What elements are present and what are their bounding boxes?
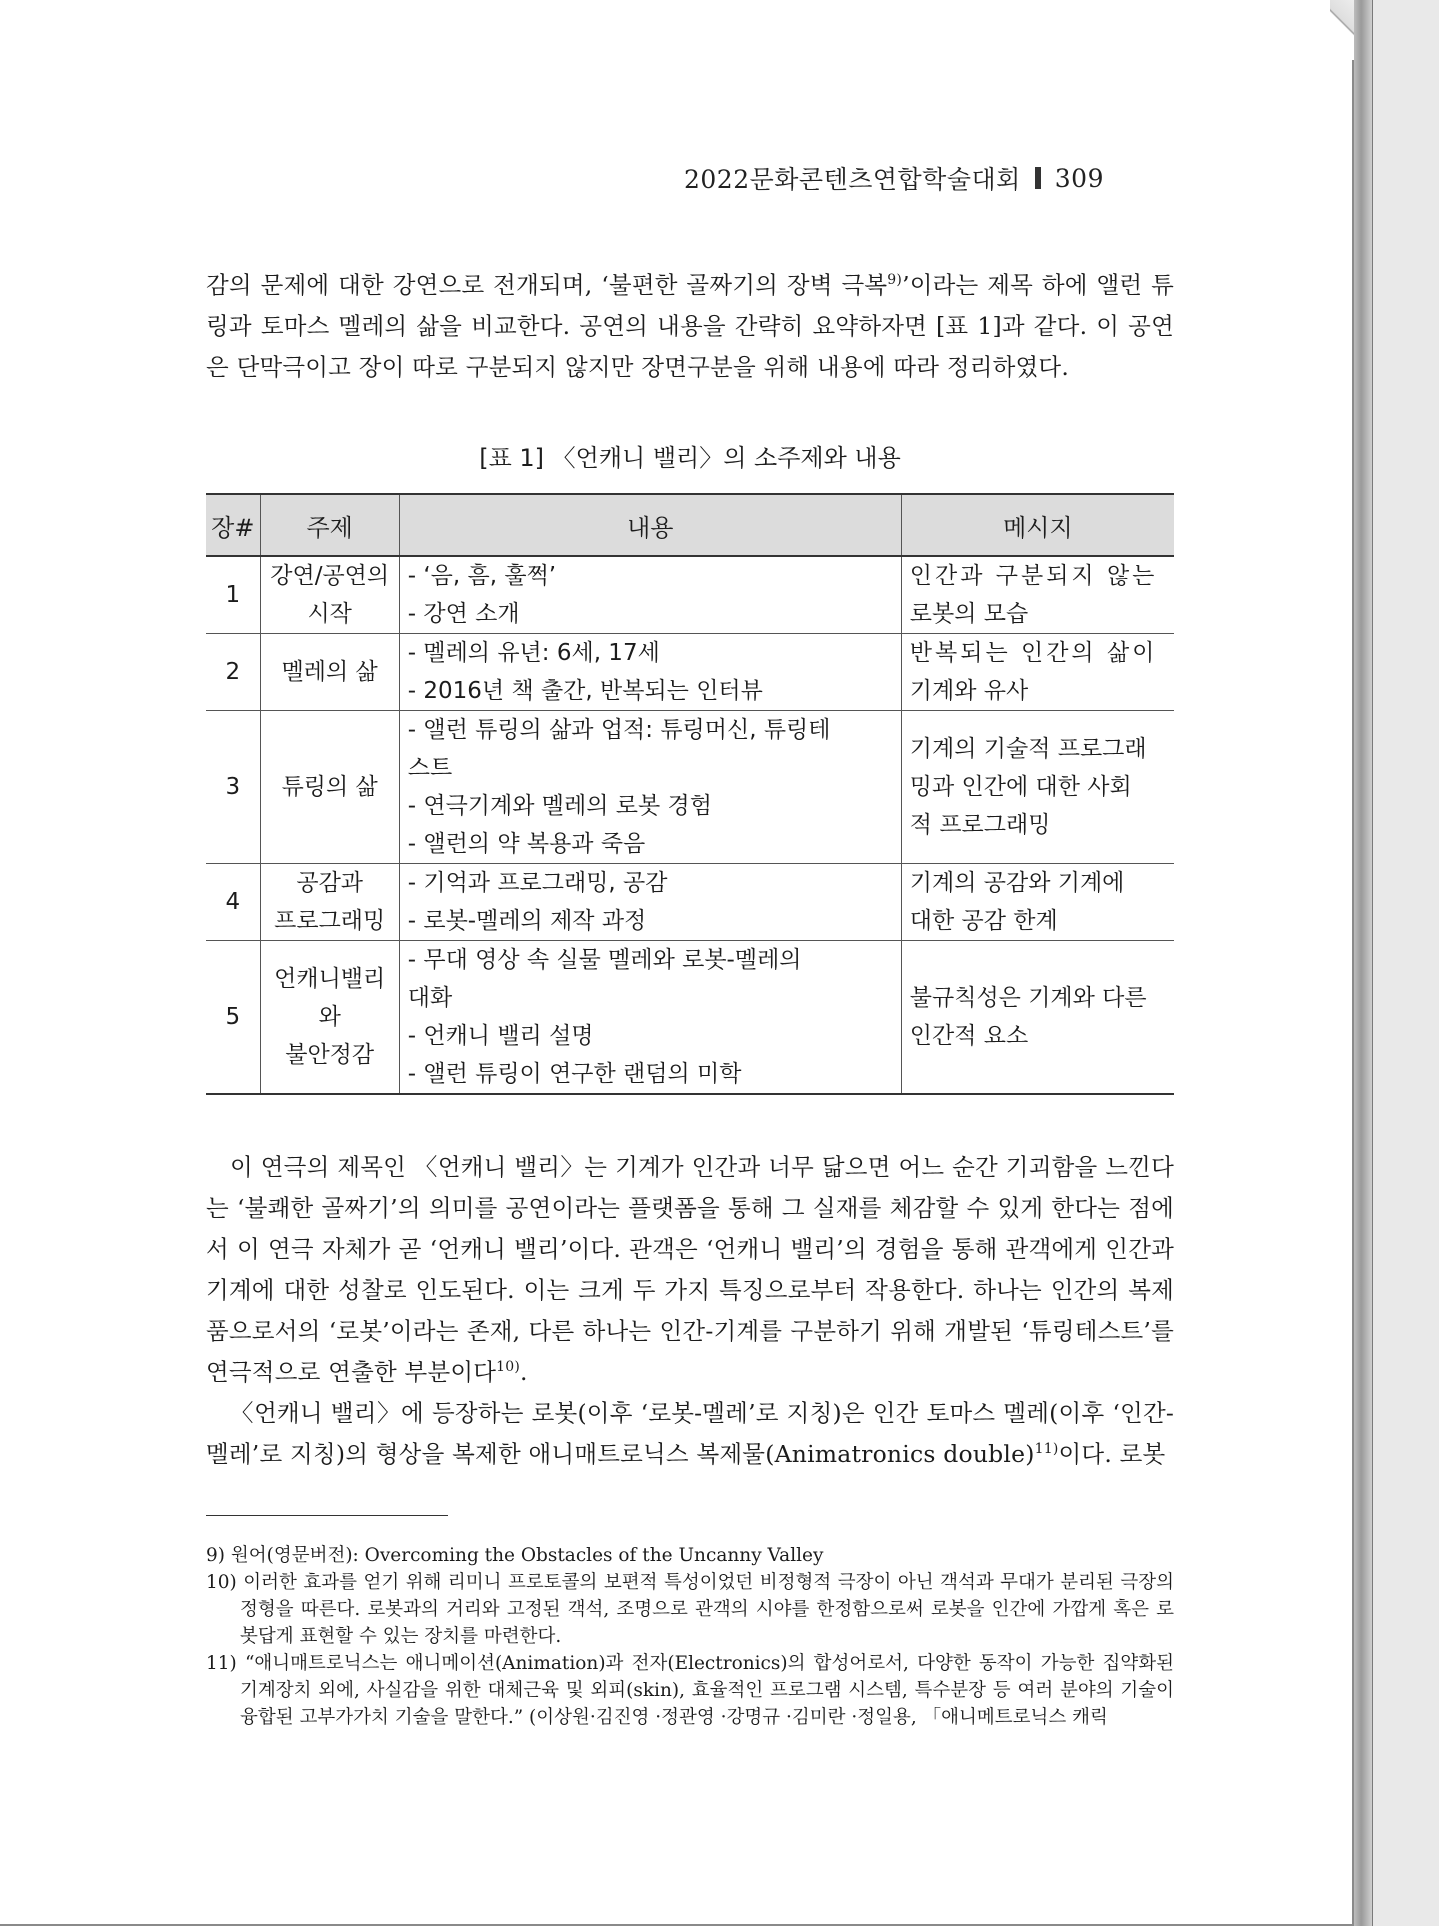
- content-line: - 앨런 튜링의 삶과 업적: 튜링머신, 튜링테: [407, 717, 831, 743]
- topic-line: 언캐니밸리: [274, 966, 386, 992]
- topic-line: 불안정감: [285, 1042, 375, 1068]
- header-scene: 장#: [206, 494, 260, 556]
- header-content: 내용: [399, 494, 901, 556]
- footnote-11: [206, 1650, 1174, 1731]
- body-paragraph-2: [206, 1147, 1174, 1393]
- body-section: [206, 1147, 1174, 1475]
- topic-line: 강연/공연의: [270, 563, 390, 589]
- scene-topic: [260, 711, 399, 864]
- footnote-text: “애니매트로닉스는 애니메이션(Animation)과 전자(Electronics)의 합성어로서, 다양한 동작이 가능한 집약화된 기계장치 외에, 사실감을 위한 대체근육 및 외피(skin), 효율적인 프로그램 시스템, 특수분장 등 여러 분야의 기술이 융합된 고부가가치 기술을 말한다.” (이상원·김진영 ·정관영 ·강명규 ·김미란 ·정일용, 「애니메트로닉스 캐릭: [240, 1653, 1174, 1728]
- table-row: [206, 941, 1174, 1095]
- footnote-9: [206, 1542, 1174, 1569]
- footnote-ref-11[interactable]: 11): [1034, 1441, 1059, 1458]
- message-line: 기계의 공감와 기계에: [909, 870, 1125, 896]
- footnote-10: [206, 1569, 1174, 1650]
- scene-topic: [260, 634, 399, 711]
- page-stack-edge: [1354, 0, 1373, 1926]
- journal-title: 2022문화콘텐츠연합학술대회: [684, 165, 1021, 194]
- message-line: 반복되는 인간의 삶이: [909, 640, 1158, 666]
- footnote-mark: 10): [206, 1572, 237, 1593]
- footnote-ref-9[interactable]: 9): [887, 272, 903, 289]
- scene-message: [901, 634, 1174, 711]
- table-caption: [표 1] 〈언캐니 밸리〉의 소주제와 내용: [479, 444, 901, 472]
- intro-text-2: ’이라는 제목 하에 앨런 튜링과 토마스 멜레의 삶을 비교한다. 공연의 내용을 간략히 요약하자면 [표 1]과 같다. 이 공연은 단막극이고 장이 따로 구분되지 않지만 장면구분을 위해 내용에 따라 정리하였다.: [206, 271, 1174, 381]
- content-line: - 기억과 프로그래밍, 공감: [407, 870, 668, 896]
- scene-content: [399, 711, 901, 864]
- table-row: [206, 864, 1174, 941]
- body-paragraph-3: [206, 1393, 1174, 1475]
- footnote-text: 이러한 효과를 얻기 위해 리미니 프로토콜의 보편적 특성이었던 비정형적 극장이 아닌 객석과 무대가 분리된 극장의 정형을 따른다. 로봇과의 거리와 고정된 객석, 조명으로 관객의 시야를 한정함으로써 로봇을 인간에 가깝게 혹은 로봇답게 표현할 수 있는 장치를 마련한다.: [240, 1572, 1174, 1647]
- page-number: 309: [1054, 163, 1104, 193]
- footnote-mark: 11): [206, 1653, 237, 1674]
- content-line: 대화: [407, 985, 453, 1011]
- topic-line: 프로그래밍: [274, 908, 386, 934]
- message-line: 불규칙성은 기계와 다른: [909, 985, 1147, 1011]
- intro-text-1: 감의 문제에 대한 강연으로 전개되며, ‘불편한 골짜기의 장벽 극복: [206, 271, 888, 299]
- scene-number: 5: [206, 941, 260, 1095]
- header-separator: [1035, 167, 1041, 189]
- topic-line: 튜링의 삶: [281, 774, 378, 800]
- running-header: [684, 160, 1104, 196]
- scene-number: 3: [206, 711, 260, 864]
- topic-line: 공감과: [296, 870, 364, 896]
- scene-content: [399, 941, 901, 1095]
- content-line: - 무대 영상 속 실물 멜레와 로봇-멜레의: [407, 947, 802, 973]
- scene-message: [901, 711, 1174, 864]
- footnote-mark: 9): [206, 1545, 225, 1566]
- summary-table: [206, 493, 1174, 1095]
- paragraph-2-text: 이 연극의 제목인 〈언캐니 밸리〉는 기계가 인간과 너무 닮으면 어느 순간 기괴함을 느낀다는 ‘불쾌한 골짜기’의 의미를 공연이라는 플랫폼을 통해 그 실재를 체감할 수 있게 한다는 점에서 이 연극 자체가 곧 ‘언캐니 밸리’이다. 관객은 ‘언캐니 밸리’의 경험을 통해 관객에게 인간과 기계에 대한 성찰로 인도된다. 이는 크게 두 가지 특징으로부터 작용한다. 하나는 인간의 복제품으로서의 ‘로봇’이라는 존재, 다른 하나는 인간-기계를 구분하기 위해 개발된 ‘튜링테스트’를 연극적으로 연출한 부분이다: [206, 1153, 1174, 1386]
- content-line: 스트: [407, 755, 453, 781]
- scene-message: [901, 864, 1174, 941]
- table-row: [206, 711, 1174, 864]
- content-line: - 강연 소개: [407, 601, 520, 627]
- content-line: - ‘음, 흠, 훌쩍’: [407, 563, 557, 589]
- message-line: 인간적 요소: [909, 1023, 1029, 1049]
- scene-content: [399, 864, 901, 941]
- content-line: - 연극기계와 멜레의 로봇 경험: [407, 793, 712, 819]
- scene-topic: [260, 941, 399, 1095]
- topic-line: 와: [318, 1004, 341, 1030]
- content-line: - 앨런 튜링이 연구한 랜덤의 미학: [407, 1061, 742, 1087]
- header-topic: 주제: [260, 494, 399, 556]
- scene-number: 4: [206, 864, 260, 941]
- scene-number: 1: [206, 556, 260, 634]
- scene-message: [901, 556, 1174, 634]
- scene-message: [901, 941, 1174, 1095]
- footnote-text: 원어(영문버전): Overcoming the Obstacles of the Uncanny Valley: [230, 1545, 824, 1566]
- scene-content: [399, 556, 901, 634]
- content-line: - 2016년 책 출간, 반복되는 인터뷰: [407, 678, 763, 704]
- topic-line: 멜레의 삶: [281, 659, 378, 685]
- paragraph-3-end: 이다. 로봇: [1058, 1440, 1166, 1468]
- message-line: 로봇의 모습: [909, 601, 1029, 627]
- topic-line: 시작: [307, 601, 352, 627]
- content-line: - 언캐니 밸리 설명: [407, 1023, 594, 1049]
- paragraph-2-end: .: [520, 1358, 528, 1386]
- footnote-divider: [206, 1515, 448, 1516]
- intro-paragraph: [206, 265, 1174, 388]
- content-line: - 앨런의 약 복용과 죽음: [407, 831, 646, 857]
- table-header-row: [206, 494, 1174, 556]
- message-line: 대한 공감 한계: [909, 908, 1058, 934]
- message-line: 기계의 기술적 프로그래: [909, 736, 1147, 762]
- footnotes: [206, 1542, 1174, 1731]
- content-line: - 멜레의 유년: 6세, 17세: [407, 640, 660, 666]
- content-line: - 로봇-멜레의 제작 과정: [407, 908, 647, 934]
- table-row: [206, 556, 1174, 634]
- message-line: 인간과 구분되지 않는: [909, 563, 1158, 589]
- scene-content: [399, 634, 901, 711]
- header-message: 메시지: [901, 494, 1174, 556]
- scene-topic: [260, 556, 399, 634]
- message-line: 기계와 유사: [909, 678, 1029, 704]
- table-row: [206, 634, 1174, 711]
- message-line: 적 프로그래밍: [909, 812, 1051, 838]
- footnote-ref-10[interactable]: 10): [496, 1359, 521, 1376]
- scene-number: 2: [206, 634, 260, 711]
- message-line: 밍과 인간에 대한 사회: [909, 774, 1132, 800]
- paragraph-3-text: 〈언캐니 밸리〉에 등장하는 로봇(이후 ‘로봇-멜레’로 지칭)은 인간 토마스 멜레(이후 ‘인간-멜레’로 지칭)의 형상을 복제한 애니매트로닉스 복제물(Animatronics double): [206, 1399, 1174, 1468]
- main-content: [206, 265, 1174, 1731]
- scene-topic: [260, 864, 399, 941]
